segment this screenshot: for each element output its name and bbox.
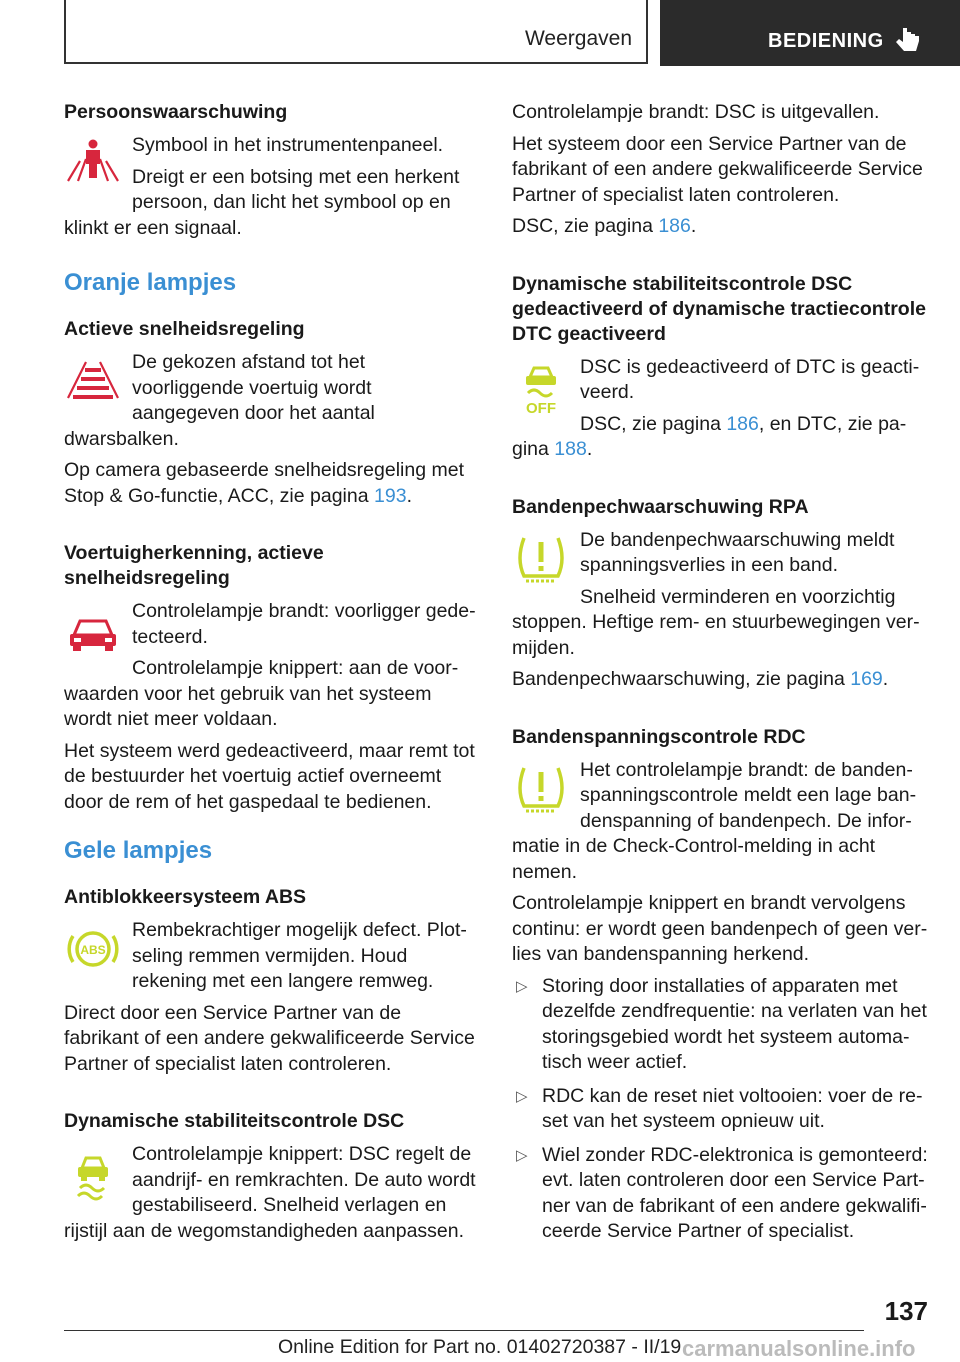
paragraph: Het systeem werd gedeactiveerd, maar remt tot de bestuurder het voertuig actief overneemt door de rem of het gaspedaal te bedienen. [64,739,475,813]
paragraph-dsc-dtc-reference [512,412,928,463]
svg-text:OFF: OFF [526,399,556,415]
page-link-188[interactable]: 188 [554,438,587,460]
triangle-bullet-icon: ▷ [516,977,528,995]
paragraph: Dreigt er een botsing met een herkent persoon, dan licht het symbool op en klinkt er een signaal. [64,165,460,239]
entry-dsc [64,1142,480,1250]
page-link-186[interactable]: 186 [726,412,759,435]
text: . [586,438,593,460]
dsc-off-icon [512,357,576,415]
text: DSC, zie pagina [580,412,727,435]
dsc-icon [64,1144,128,1202]
entry-voertuigherkenning [64,599,480,739]
text: , en DTC, zie pagina [512,412,907,460]
list-item-text: Wiel zonder RDC-elektronica is gemonteerd: evt. laten controleren door een Service Partner van de fabrikant of een andere gekwalificeerde Service Partner of specialist. [542,1143,928,1242]
left-column [64,100,480,1250]
tire-warning-icon [512,530,576,588]
paragraph-acc-reference [64,458,480,509]
paragraph: Controlelampje knippert en brandt vervolgens continu: er wordt geen bandenpech of geen verlies van bandenspanning herkend. [512,892,928,965]
chapter-title: BEDIENING [768,30,884,52]
text: . [406,484,412,507]
text: . [882,668,889,690]
paragraph: Symbool in het instrumentenpaneel. [132,134,444,156]
heading-actieve-snelheidsregeling: Actieve snelheidsregeling [64,318,305,340]
paragraph: DSC is gedeactiveerd of DTC is geactiveerd. [580,355,920,403]
heading-oranje-lampjes: Oranje lampjes [64,269,237,296]
tire-pressure-icon [512,760,576,818]
heading-rdc: Bandenspanningscontrole RDC [512,725,806,748]
entry-acc [64,350,480,458]
paragraph: De bandenpechwaarschuwing meldt spanningsverlies in een band. [580,528,895,576]
section-title: Weergaven [524,27,632,50]
watermark: carmanualsonline.info [682,1336,916,1361]
text: DSC, zie pagina [512,215,659,237]
person-warning-icon [64,135,128,193]
paragraph: Het systeem door een Service Partner van de fabrikant of een andere gekwalificeerde Service Partner of specialist laten controleren. [512,132,923,206]
entry-dsc-off [512,355,928,469]
paragraph: Controlelampje brandt: DSC is uitgevallen. [512,101,880,123]
paragraph: Direct door een Service Partner van de fabrikant of een andere gekwalificeerde Service Partner of specialist laten controleren. [64,1001,475,1075]
text: . [690,215,697,237]
heading-rpa: Bandenpechwaarschuwing RPA [512,495,809,518]
svg-text:ABS: ABS [80,943,106,957]
pointing-hand-icon [894,26,922,56]
section-tab [64,0,648,64]
heading-voertuigherkenning: Voertuigherkenning, actieve snelheidsregeling [64,542,324,589]
vehicle-detected-icon [64,601,128,659]
paragraph: Controlelampje knippert: DSC regelt de aandrijf- en remkrachten. De auto wordt gestabiliseerd. Snelheid verlagen en rijstijl aan de wegomstandigheden aanpassen. [64,1143,476,1242]
paragraph: Controlelampje knippert: aan de voorwaarden voor het gebruik van het systeem wordt niet meer voldaan. [64,657,459,730]
heading-abs: Antiblokkeersysteem ABS [64,886,307,908]
footer-rule [64,1330,864,1331]
abs-icon [64,920,128,978]
paragraph: Rembekrachtiger mogelijk defect. Plotseling remmen vermijden. Houd rekening met een langere remweg. [132,919,467,992]
text: Bandenpechwaarschuwing, zie pagina [512,668,851,690]
list-item-text: Storing door installaties of apparaten met dezelfde zendfrequentie: na verlaten van het storingsgebied wordt het systeem automatisch weer actief. [542,974,927,1073]
paragraph: Het controlelampje brandt: de bandenspanningscontrole meldt een lage bandenspanning of bandenpech. De informatie in de Check-Control-melding in acht nemen. [512,758,917,883]
paragraph: De gekozen afstand tot het voorliggende voertuig wordt aangegeven door het aantal dwarsbalken. [64,351,375,450]
right-column [512,100,928,1253]
paragraph: Snelheid verminderen en voorzichtig stoppen. Heftige rem- en stuurbewegingen vermijden. [512,585,920,659]
page-header [0,0,960,66]
paragraph: Controlelampje brandt: voorligger gedetecteerd. [132,600,476,648]
list-item [512,1143,928,1245]
paragraph-dsc-reference [512,214,928,240]
triangle-bullet-icon: ▷ [516,1146,528,1164]
entry-abs [64,918,480,1001]
list-item [512,974,928,1076]
paragraph-rpa-reference [512,667,928,693]
entry-rdc [512,758,928,892]
page-number: 137 [884,1296,928,1326]
heading-dsc-off: Dynamische stabiliteitscontrole DSC gedeactiveerd of dynamische tractiecontrole DTC geactiveerd [512,272,926,345]
footer-edition: Online Edition for Part no. 01402720387 - II/19 [278,1336,682,1358]
heading-persoonswaarschuwing: Persoonswaarschuwing [64,101,288,123]
triangle-bullet-icon: ▷ [516,1087,528,1105]
entry-persoonswaarschuwing [64,133,480,247]
page-link-169[interactable]: 169 [850,668,883,690]
list-item-text: RDC kan de reset niet voltooien: voer de reset van het systeem opnieuw uit. [542,1084,923,1132]
heading-dsc: Dynamische stabiliteitscontrole DSC [64,1110,405,1132]
chapter-tab [660,0,960,66]
distance-bars-icon [64,352,128,410]
list-item [512,1084,928,1135]
text: Op camera gebaseerde snelheidsregeling met Stop & Go-functie, ACC, zie pagina [64,459,464,507]
page-link-186[interactable]: 186 [658,215,691,237]
entry-rpa [512,528,928,668]
heading-gele-lampjes: Gele lampjes [64,837,213,864]
page-link-193[interactable]: 193 [374,484,407,507]
